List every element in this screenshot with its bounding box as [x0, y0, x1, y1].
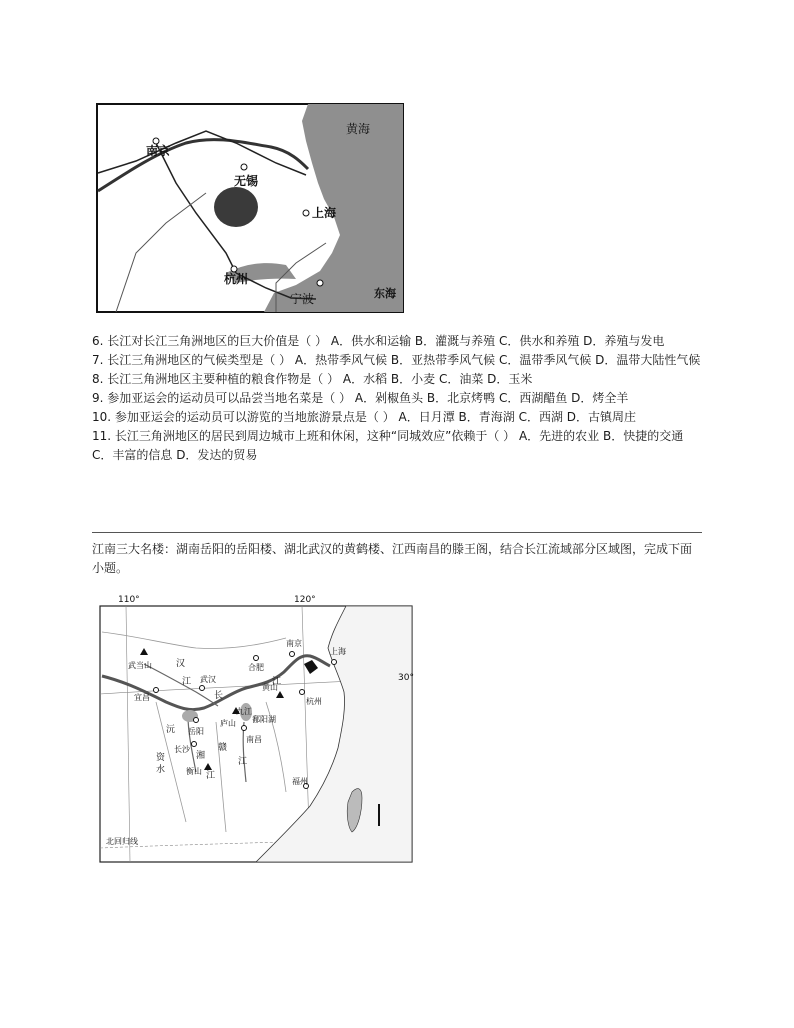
section-divider: [92, 532, 702, 533]
map2-wuhan-dot: [200, 686, 205, 691]
map2-label-fuzhou: 福州: [292, 777, 308, 786]
map1-label-shanghai: 上海: [312, 206, 337, 220]
map2-label-han: 汉: [176, 659, 186, 669]
map2-label-lon110: 110°: [118, 595, 140, 605]
map2-nanchang-dot: [242, 726, 247, 731]
map2-label-wudangshan: 武当山: [128, 661, 152, 670]
map2-label-changsha: 长沙: [174, 745, 190, 754]
question-8: 8. 长江三角洲地区主要种植的粮食作物是（ ） A．水稻 B．小麦 C．油菜 D．玉米: [92, 372, 533, 386]
map2-label-wuhan: 武汉: [200, 675, 216, 684]
map1-label-nanjing: 南京: [146, 144, 171, 158]
section-intro: 江南三大名楼：湖南岳阳的岳阳楼、湖北武汉的黄鹤楼、江西南昌的滕王阁，结合长江流域部分区域图，完成下面小题。: [92, 542, 693, 575]
map2-label-huangshan: 黄山: [262, 683, 278, 692]
question-7: 7. 长江三角洲地区的气候类型是（ ） A．热带季风气候 B．亚热带季风气候 C．温带季风气候 D．温带大陆性气候: [92, 353, 701, 367]
map1-shanghai-dot: [303, 210, 309, 216]
yangtze-delta-map: [96, 103, 404, 313]
map2-changsha-dot: [192, 742, 197, 747]
map2-label-hengshan: 衡山: [186, 767, 202, 776]
map2-label-hefei: 合肥: [248, 663, 264, 672]
map2-hangzhou-dot: [300, 690, 305, 695]
yangtze-basin-map: [96, 592, 416, 864]
map2-label-hangzhou: 杭州: [306, 697, 322, 706]
map2-shanghai-dot: [332, 660, 337, 665]
question-list: [92, 332, 702, 465]
map2-label-tropic: 北回归线: [106, 837, 138, 846]
map1-label-ningbo: 宁波: [290, 292, 315, 306]
question-10: 10. 参加亚运会的运动员可以游览的当地旅游景点是（ ） A．日月潭 B．青海湖 C．西湖 D．古镇周庄: [92, 410, 637, 424]
map2-label-lon120: 120°: [294, 595, 316, 605]
map2-label-shanghai: 上海: [330, 647, 346, 656]
map1-label-wuxi: 无锡: [234, 174, 259, 188]
map2-label-gan: 赣: [218, 743, 228, 753]
map2-label-chang: 长: [214, 691, 224, 701]
map1-wuxi-dot: [241, 164, 247, 170]
map1-ningbo-dot: [317, 280, 323, 286]
map1-label-huanghai: 黄海: [346, 122, 371, 136]
map2-label-shui: 水: [156, 765, 166, 775]
map2-label-poyanghu: 鄱阳湖: [252, 715, 276, 724]
question-9: 9. 参加亚运会的运动员可以品尝当地名菜是（ ） A．剁椒鱼头 B．北京烤鸭 C．西湖醋鱼 D．烤全羊: [92, 391, 629, 405]
map2-label-zi: 资: [156, 753, 166, 763]
map2-label-jiang3: 江: [206, 771, 216, 781]
map2-label-xiang: 湘: [196, 751, 206, 761]
question-6: 6. 长江对长江三角洲地区的巨大价值是（ ） A．供水和运输 B．灌溉与养殖 C．供水和养殖 D．养殖与发电: [92, 334, 665, 348]
map1-label-hangzhou: 杭州: [224, 272, 249, 286]
map2-label-yuan: 沅: [166, 725, 176, 735]
map2-label-yichang: 宜昌: [134, 693, 150, 702]
map2-label-nanjing: 南京: [286, 639, 302, 648]
map1-taihu-lake: [214, 187, 258, 227]
map2-nanjing-dot: [290, 652, 295, 657]
map2-hefei-dot: [254, 656, 259, 661]
map2-label-jiujiang: 九江: [236, 707, 252, 716]
map2-label-jiang2: 江: [272, 677, 282, 687]
map2-label-jiang1: 江: [182, 677, 192, 687]
map2-yichang-dot: [154, 688, 159, 693]
map2-label-yueyang: 岳阳: [188, 727, 204, 736]
map2-label-jiang4: 江: [238, 757, 248, 767]
map2-label-lat30: 30°: [398, 673, 414, 683]
map2-label-nanchang: 南昌: [246, 735, 262, 744]
map2-label-lushan: 庐山: [220, 719, 236, 728]
map2-yueyang-dot: [194, 718, 199, 723]
map1-label-donghai: 东海: [374, 287, 396, 300]
question-11: 11. 长江三角洲地区的居民到周边城市上班和休闲，这种“同城效应”依赖于（ ） A．先进的农业 B．快捷的交通 C．丰富的信息 D．发达的贸易: [92, 429, 684, 462]
